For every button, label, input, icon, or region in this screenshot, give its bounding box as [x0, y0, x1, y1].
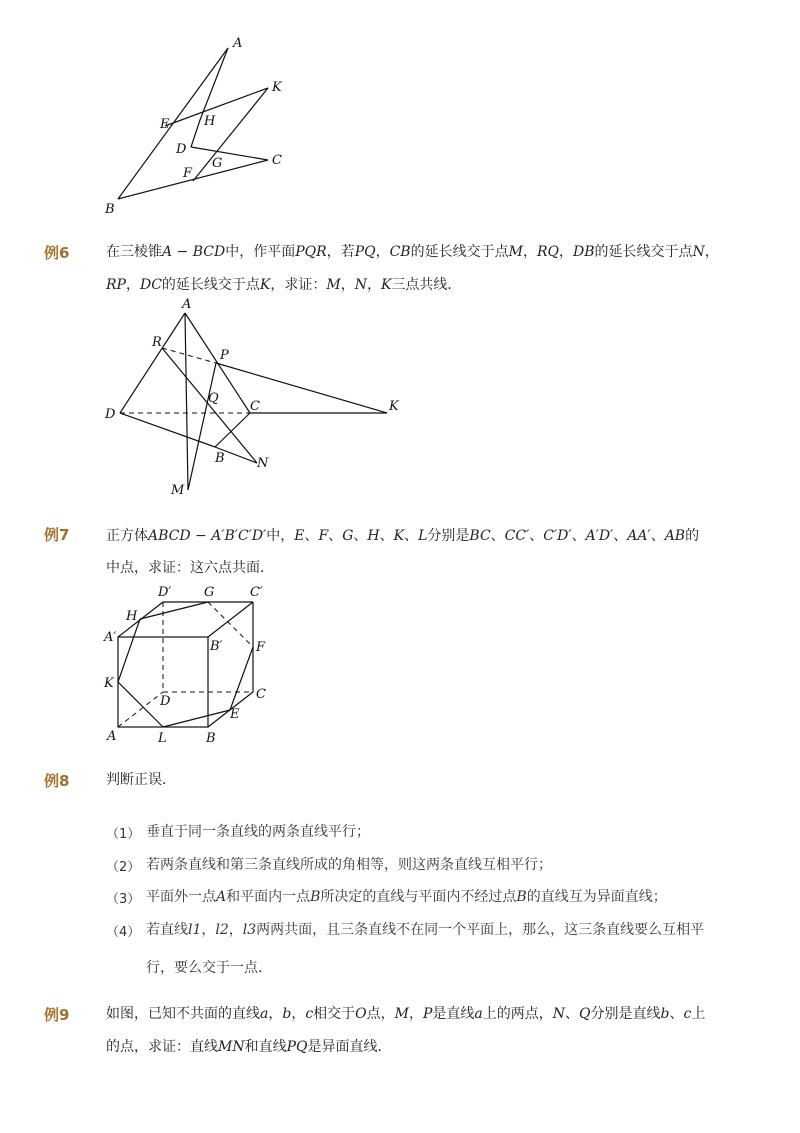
label-C1: C′	[250, 585, 263, 600]
label-F: F	[256, 640, 266, 655]
label-G: G	[204, 585, 215, 600]
item-4-number: （4）	[106, 925, 141, 940]
item-2-number: （2）	[106, 860, 141, 875]
label-C: C	[256, 687, 266, 702]
example-7-label: 例7	[44, 526, 70, 544]
label-D: D	[160, 694, 171, 709]
item-1-number: （1）	[106, 827, 141, 842]
label-H: H	[126, 609, 138, 624]
example-6-diagram	[95, 295, 415, 500]
label-L: L	[158, 731, 167, 746]
item-2-text: 若两条直线和第三条直线所成的角相等，则这两条直线互相平行；	[146, 857, 552, 873]
example-6-line-2: RP，DC的延长线交于点K，求证：M，N，K三点共线．	[106, 277, 462, 293]
segment-RP-dashed	[162, 348, 216, 363]
label-E: E	[160, 117, 170, 132]
label-Q: Q	[208, 391, 219, 406]
label-N: N	[257, 456, 269, 471]
item-4-text-line-2: 行，要么交于一点．	[146, 960, 272, 976]
label-F: F	[183, 166, 193, 181]
label-G: G	[212, 156, 223, 171]
label-A: A	[182, 297, 192, 312]
segment-P-M	[188, 363, 216, 490]
label-A1: A′	[104, 630, 117, 645]
segment-AD	[120, 313, 185, 413]
example-9-label: 例9	[44, 1006, 70, 1024]
edge-B1-C1	[208, 602, 253, 637]
label-C: C	[250, 399, 260, 414]
item-3-number: （3）	[106, 892, 141, 907]
item-3-text: 平面外一点A和平面内一点B所决定的直线与平面内不经过点B的直线互为异面直线；	[146, 889, 667, 905]
label-K: K	[104, 676, 114, 691]
item-1-text: 垂直于同一条直线的两条直线平行；	[146, 824, 370, 840]
example-6-line-1: 在三棱锥A − BCD中，作平面PQR，若PQ，CB的延长线交于点M，RQ，DB的延长线交于点N，	[106, 244, 719, 260]
label-B: B	[215, 451, 225, 466]
segment-A-H	[200, 48, 228, 120]
label-D1: D′	[158, 585, 172, 600]
segment-P-K	[216, 363, 387, 413]
label-A: A	[233, 36, 243, 51]
example-9-line-2: 的点，求证：直线MN和直线PQ是异面直线．	[106, 1039, 392, 1055]
example-9-line-1: 如图，已知不共面的直线a，b，c相交于O点，M，P是直线a上的两点，N、Q分别是直线b、c上	[106, 1006, 706, 1022]
segment-H-D	[191, 120, 200, 147]
example-8-line-1: 判断正误．	[106, 772, 176, 788]
label-H: H	[204, 114, 216, 129]
label-D: D	[105, 407, 116, 422]
segment-BC	[118, 160, 268, 199]
example-8-label: 例8	[44, 772, 70, 790]
item-4-text: 若直线l1，l2，l3两两共面，且三条直线不在同一个平面上，那么，这三条直线要么互相平	[146, 922, 705, 938]
label-B1: B′	[210, 639, 223, 654]
example-6-label: 例6	[44, 244, 70, 262]
segment-H-G	[140, 602, 208, 619]
label-A: A	[107, 729, 117, 744]
label-B: B	[105, 202, 115, 217]
example-7-line-2: 中点，求证：这六点共面．	[106, 560, 274, 576]
label-E: E	[230, 707, 240, 722]
label-K: K	[389, 399, 399, 414]
edge-A1-D1	[118, 602, 163, 637]
figure-1-diagram	[90, 30, 320, 220]
segment-DC	[191, 147, 268, 160]
label-R: R	[152, 335, 162, 350]
edge-A-D-hidden	[118, 692, 163, 727]
label-B: B	[206, 731, 216, 746]
segment-K-L	[118, 682, 163, 727]
segment-L-E	[163, 710, 230, 727]
example-7-cube-diagram	[98, 580, 283, 750]
label-M: M	[171, 483, 185, 498]
label-P: P	[220, 348, 229, 363]
label-D: D	[176, 142, 187, 157]
segment-A-M	[185, 313, 188, 490]
label-K: K	[272, 80, 282, 95]
example-7-line-1: 正方体ABCD − A′B′C′D′中，E、F、G、H、K、L分别是BC、CC′、C′D′、A′D′、AA′、AB的	[106, 528, 700, 544]
label-C: C	[272, 153, 282, 168]
